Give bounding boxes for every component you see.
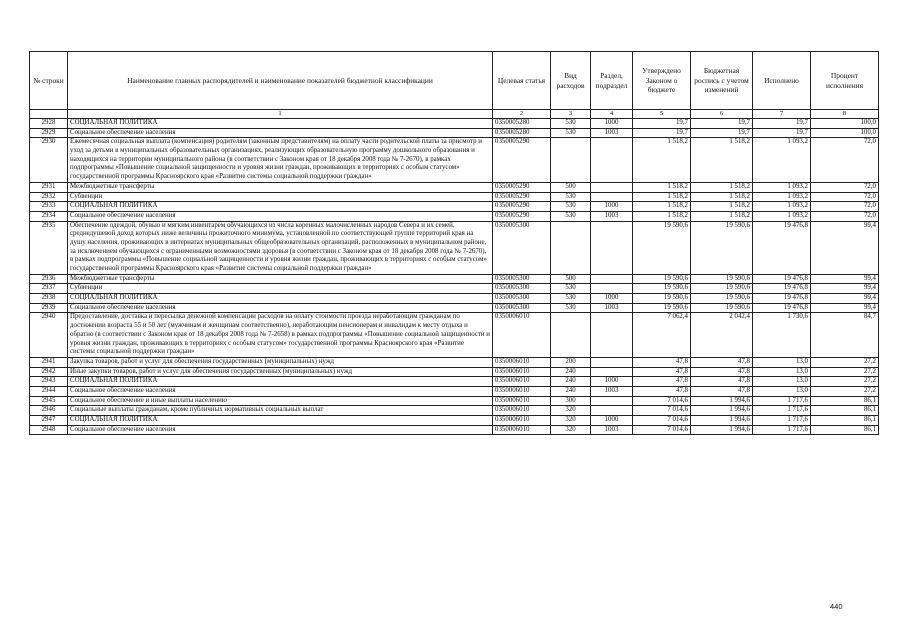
row-name: Межбюджетные трансферты: [68, 182, 493, 192]
section-code: [591, 396, 633, 406]
expense-type: 500: [551, 274, 591, 284]
approved-amount: 7 014,6: [633, 396, 691, 406]
table-row: [30, 406, 879, 416]
budget-amount: 1 994,6: [691, 406, 753, 416]
row-name: Закупка товаров, работ и услуг для обеспечения государственных (муниципальных) нужд: [68, 357, 493, 367]
executed-amount: 19 476,8: [753, 294, 811, 304]
row-name: Иные закупки товаров, работ и услуг для обеспечения государственных (муниципальных) нужд: [68, 367, 493, 377]
table-row: [30, 313, 879, 357]
execution-percent: 86,1: [811, 416, 879, 426]
budget-amount: 47,8: [691, 367, 753, 377]
row-number: 2934: [30, 211, 68, 221]
row-number: 2939: [30, 303, 68, 313]
row-number: 2932: [30, 192, 68, 202]
row-name: СОЦИАЛЬНАЯ ПОЛИТИКА: [68, 294, 493, 304]
row-number: 2931: [30, 182, 68, 192]
approved-amount: 47,8: [633, 377, 691, 387]
expense-type: 530: [551, 192, 591, 202]
row-number: 2945: [30, 396, 68, 406]
budget-amount: 1 518,2: [691, 192, 753, 202]
column-number: 4: [591, 110, 633, 119]
approved-amount: 19,7: [633, 119, 691, 129]
executed-amount: 1 093,2: [753, 192, 811, 202]
execution-percent: 72,0: [811, 202, 879, 212]
section-code: [591, 221, 633, 274]
section-code: 1003: [591, 211, 633, 221]
row-number: 2936: [30, 274, 68, 284]
target-article: 0350006010: [493, 396, 551, 406]
row-name: СОЦИАЛЬНАЯ ПОЛИТИКА: [68, 202, 493, 212]
expense-type: 530: [551, 294, 591, 304]
row-name: Межбюджетные трансферты: [68, 274, 493, 284]
section-code: [591, 284, 633, 294]
approved-amount: 7 014,6: [633, 416, 691, 426]
execution-percent: 27,2: [811, 367, 879, 377]
approved-amount: 47,8: [633, 386, 691, 396]
executed-amount: 1 730,6: [753, 313, 811, 357]
expense-type: 530: [551, 211, 591, 221]
row-number: 2937: [30, 284, 68, 294]
executed-amount: 1 717,6: [753, 406, 811, 416]
approved-amount: 1 518,2: [633, 138, 691, 182]
table-row: [30, 221, 879, 274]
budget-amount: 2 042,4: [691, 313, 753, 357]
row-number: 2943: [30, 377, 68, 387]
budget-amount: 1 518,2: [691, 182, 753, 192]
expense-type: 530: [551, 284, 591, 294]
expense-type: [551, 221, 591, 274]
budget-amount: 47,8: [691, 357, 753, 367]
header-approved: Утверждено Законом о бюджете: [633, 52, 691, 110]
header-target-article: Целевая статья: [493, 52, 551, 110]
execution-percent: 100,0: [811, 128, 879, 138]
column-number: 7: [753, 110, 811, 119]
table-row: [30, 294, 879, 304]
target-article: 0350006010: [493, 425, 551, 435]
expense-type: 530: [551, 128, 591, 138]
section-code: 1003: [591, 425, 633, 435]
target-article: 0350005290: [493, 192, 551, 202]
executed-amount: 1 717,6: [753, 416, 811, 426]
expense-type: 240: [551, 377, 591, 387]
approved-amount: 1 518,2: [633, 202, 691, 212]
execution-percent: 99,4: [811, 221, 879, 274]
table-row: [30, 396, 879, 406]
approved-amount: 19 590,6: [633, 303, 691, 313]
execution-percent: 72,0: [811, 138, 879, 182]
target-article: 0350006010: [493, 416, 551, 426]
section-code: [591, 406, 633, 416]
executed-amount: 13,0: [753, 357, 811, 367]
expense-type: 500: [551, 182, 591, 192]
row-number: 2941: [30, 357, 68, 367]
approved-amount: 19 590,6: [633, 274, 691, 284]
executed-amount: 1 093,2: [753, 211, 811, 221]
table-header-row: [30, 52, 879, 110]
table-row: [30, 192, 879, 202]
section-code: 1003: [591, 303, 633, 313]
row-number: 2948: [30, 425, 68, 435]
section-code: [591, 138, 633, 182]
budget-amount: 19,7: [691, 119, 753, 129]
target-article: 0350006010: [493, 386, 551, 396]
row-number: 2935: [30, 221, 68, 274]
table-row: [30, 274, 879, 284]
row-number: 2942: [30, 367, 68, 377]
budget-amount: 1 518,2: [691, 202, 753, 212]
executed-amount: 19,7: [753, 119, 811, 129]
row-name: Социальное обеспечение населения: [68, 386, 493, 396]
budget-amount: 1 518,2: [691, 211, 753, 221]
table-row: [30, 119, 879, 129]
header-row-number: № строки: [30, 52, 68, 110]
approved-amount: 7 062,4: [633, 313, 691, 357]
budget-amount: 1 994,6: [691, 416, 753, 426]
row-name: Субвенции: [68, 192, 493, 202]
approved-amount: 7 014,6: [633, 425, 691, 435]
expense-type: 530: [551, 202, 591, 212]
execution-percent: 99,4: [811, 274, 879, 284]
row-name: Обеспечение одеждой, обувью и мягким инвентарем обучающихся из числа коренных малочисленных народов Севера и их семей, среднедушевой доход которых ниже величины прожиточного минимума, установленной по соответствующей группе территорий края на душу населения, проживающих в интернатах муниципальных общеобразовательных организаций, расположенных в муниципальном районе, за исключением обучающихся с ограниченными возможностями здоровья (в соответствии с Законом края от 18 декабря 2008 года № 7-2670), в рамках подпрограммы «Повышение социальной защищенности и уровня жизни граждан, проживающих в территориях с особым статусом» государственной программы Красноярского края «Развитие системы социальной поддержки граждан»: [68, 221, 493, 274]
target-article: 0350005290: [493, 182, 551, 192]
row-name: СОЦИАЛЬНАЯ ПОЛИТИКА: [68, 377, 493, 387]
section-code: [591, 357, 633, 367]
section-code: [591, 313, 633, 357]
executed-amount: 19 476,8: [753, 274, 811, 284]
column-number: 8: [811, 110, 879, 119]
column-number: 5: [633, 110, 691, 119]
expense-type: [551, 313, 591, 357]
target-article: 0350006010: [493, 313, 551, 357]
section-code: 1000: [591, 294, 633, 304]
expense-type: 240: [551, 386, 591, 396]
section-code: 1000: [591, 119, 633, 129]
row-number: 2930: [30, 138, 68, 182]
page-number: 440: [830, 602, 843, 611]
row-number: 2947: [30, 416, 68, 426]
row-name: Социальное обеспечение населения: [68, 303, 493, 313]
expense-type: 200: [551, 357, 591, 367]
row-name: Социальное обеспечение населения: [68, 211, 493, 221]
table-row: [30, 357, 879, 367]
budget-amount: 19 590,6: [691, 284, 753, 294]
section-code: [591, 182, 633, 192]
table-row: [30, 138, 879, 182]
target-article: 0350005300: [493, 221, 551, 274]
section-code: 1003: [591, 386, 633, 396]
target-article: 0350006010: [493, 367, 551, 377]
executed-amount: 19 476,8: [753, 221, 811, 274]
approved-amount: 19 590,6: [633, 221, 691, 274]
approved-amount: 19 590,6: [633, 294, 691, 304]
approved-amount: 47,8: [633, 357, 691, 367]
target-article: 0350005300: [493, 294, 551, 304]
target-article: 0350005290: [493, 202, 551, 212]
section-code: [591, 274, 633, 284]
execution-percent: 27,2: [811, 386, 879, 396]
table-row: [30, 211, 879, 221]
executed-amount: 13,0: [753, 377, 811, 387]
row-number: 2928: [30, 119, 68, 129]
row-name: СОЦИАЛЬНАЯ ПОЛИТИКА: [68, 416, 493, 426]
table-row: [30, 202, 879, 212]
row-name: Предоставление, доставка и пересылка денежной компенсации расходов на оплату стоимости проезда неработающим гражданам по достижении возраста 55 и 50 лет (мужчинам и женщинам соответственно), неработающим пенсионерам и инвалидам к месту отдыха и обратно (в соответствии с Законом края от 18 декабря 2008 года № 7-2658) в рамках подпрограммы «Повышение социальной защищенности и уровня жизни граждан, проживающих в территориях с особым статусом» государственной программы Красноярского края «Развитие системы социальной поддержки граждан»: [68, 313, 493, 357]
table-row: [30, 377, 879, 387]
approved-amount: 47,8: [633, 367, 691, 377]
execution-percent: 72,0: [811, 182, 879, 192]
section-code: 1000: [591, 416, 633, 426]
approved-amount: 1 518,2: [633, 211, 691, 221]
table-row: [30, 303, 879, 313]
column-number: 3: [551, 110, 591, 119]
budget-amount: 19,7: [691, 128, 753, 138]
approved-amount: 19 590,6: [633, 284, 691, 294]
table-row: [30, 182, 879, 192]
execution-percent: 100,0: [811, 119, 879, 129]
header-expense-type: Вид расходов: [551, 52, 591, 110]
executed-amount: 13,0: [753, 386, 811, 396]
expense-type: 320: [551, 425, 591, 435]
execution-percent: 72,0: [811, 192, 879, 202]
column-number-blank: [30, 110, 68, 119]
execution-percent: 99,4: [811, 294, 879, 304]
budget-amount: 47,8: [691, 377, 753, 387]
executed-amount: 1 717,6: [753, 396, 811, 406]
table-row: [30, 284, 879, 294]
table-row: [30, 425, 879, 435]
target-article: 0350005290: [493, 138, 551, 182]
execution-percent: 86,1: [811, 396, 879, 406]
execution-percent: 99,4: [811, 303, 879, 313]
header-executed: Исполнено: [753, 52, 811, 110]
table-row: [30, 128, 879, 138]
column-number: 1: [68, 110, 493, 119]
budget-amount: 47,8: [691, 386, 753, 396]
expense-type: 530: [551, 303, 591, 313]
section-code: [591, 192, 633, 202]
execution-percent: 86,1: [811, 406, 879, 416]
row-name: Социальные выплаты гражданам, кроме публичных нормативных социальных выплат: [68, 406, 493, 416]
row-name: Ежемесячная социальная выплата (компенсация) родителям (законным представителям) на оплату части родительской платы за присмотр и уход за детьми в муниципальных образовательных организациях, реализующих образовательную программу дошкольного образования и находящихся на территории муниципального района (в соответствии с Законом края от 18 декабря 2008 года № 7-2670), в рамках подпрограммы «Повышение социальной защищенности и уровня жизни граждан, проживающих в территориях с особым статусом» государственной программы Красноярского края «Развитие системы социальной поддержки граждан»: [68, 138, 493, 182]
execution-percent: 84,7: [811, 313, 879, 357]
budget-amount: 19 590,6: [691, 294, 753, 304]
executed-amount: 13,0: [753, 367, 811, 377]
expense-type: 300: [551, 396, 591, 406]
target-article: 0350005300: [493, 284, 551, 294]
approved-amount: 1 518,2: [633, 192, 691, 202]
execution-percent: 27,2: [811, 377, 879, 387]
execution-percent: 86,1: [811, 425, 879, 435]
executed-amount: 1 093,2: [753, 182, 811, 192]
execution-percent: 99,4: [811, 284, 879, 294]
target-article: 0350005300: [493, 303, 551, 313]
budget-amount: 1 994,6: [691, 425, 753, 435]
approved-amount: 7 014,6: [633, 406, 691, 416]
budget-amount: 1 518,2: [691, 138, 753, 182]
header-section: Раздел, подраздел: [591, 52, 633, 110]
approved-amount: 1 518,2: [633, 182, 691, 192]
target-article: 0350005280: [493, 119, 551, 129]
executed-amount: 19 476,8: [753, 284, 811, 294]
table-row: [30, 416, 879, 426]
target-article: 0350006010: [493, 406, 551, 416]
column-number: 2: [493, 110, 551, 119]
row-name: Социальное обеспечение населения: [68, 425, 493, 435]
target-article: 0350006010: [493, 377, 551, 387]
header-percent: Процент исполнения: [811, 52, 879, 110]
row-number: 2940: [30, 313, 68, 357]
row-number: 2946: [30, 406, 68, 416]
executed-amount: 19,7: [753, 128, 811, 138]
execution-percent: 27,2: [811, 357, 879, 367]
target-article: 0350006010: [493, 357, 551, 367]
target-article: 0350005290: [493, 211, 551, 221]
budget-amount: 19 590,6: [691, 221, 753, 274]
expense-type: 320: [551, 416, 591, 426]
header-name: Наименование главных распорядителей и наименование показателей бюджетной классификации: [68, 52, 493, 110]
approved-amount: 19,7: [633, 128, 691, 138]
table-body: [30, 119, 879, 435]
column-number: 6: [691, 110, 753, 119]
budget-amount: 19 590,6: [691, 303, 753, 313]
expense-type: 320: [551, 406, 591, 416]
section-code: 1003: [591, 128, 633, 138]
target-article: 0350005280: [493, 128, 551, 138]
executed-amount: 1 717,6: [753, 425, 811, 435]
executed-amount: 1 093,2: [753, 202, 811, 212]
target-article: 0350005300: [493, 274, 551, 284]
section-code: 1000: [591, 377, 633, 387]
budget-amount: 1 994,6: [691, 396, 753, 406]
row-number: 2933: [30, 202, 68, 212]
column-number-row: [30, 110, 879, 119]
executed-amount: 1 093,2: [753, 138, 811, 182]
budget-amount: 19 590,6: [691, 274, 753, 284]
row-name: Социальное обеспечение населения: [68, 128, 493, 138]
expense-type: 240: [551, 367, 591, 377]
row-name: Социальное обеспечение и иные выплаты населению: [68, 396, 493, 406]
budget-execution-table: [29, 51, 879, 435]
expense-type: 530: [551, 119, 591, 129]
section-code: [591, 367, 633, 377]
execution-percent: 72,0: [811, 211, 879, 221]
section-code: 1000: [591, 202, 633, 212]
expense-type: [551, 138, 591, 182]
row-name: Субвенции: [68, 284, 493, 294]
table-row: [30, 386, 879, 396]
executed-amount: 19 476,8: [753, 303, 811, 313]
row-name: СОЦИАЛЬНАЯ ПОЛИТИКА: [68, 119, 493, 129]
row-number: 2944: [30, 386, 68, 396]
row-number: 2938: [30, 294, 68, 304]
header-budget-schedule: Бюджетная роспись с учетом изменений: [691, 52, 753, 110]
row-number: 2929: [30, 128, 68, 138]
table-row: [30, 367, 879, 377]
